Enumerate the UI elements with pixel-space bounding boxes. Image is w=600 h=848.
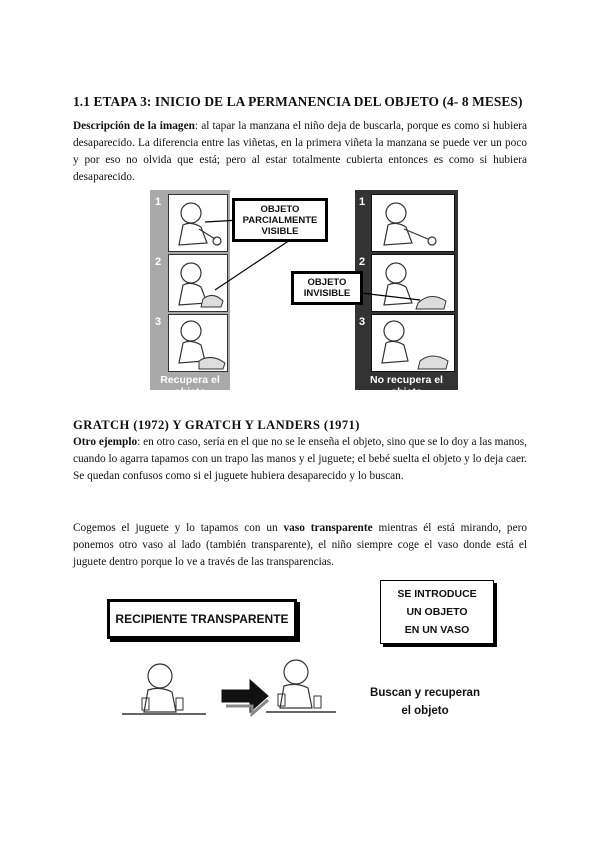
- label-object-in-glass: [380, 580, 494, 644]
- paragraph-example: [73, 434, 527, 485]
- paragraph-example-text: : en otro caso, sería en el que no se le enseña el objeto, sino que se lo doy a las manos, cuando lo agarra tapamos con un trapo las manos y el juguete; el bebé suelta el objeto y lo deja caer. Se quedan confusos como si el juguete hubiera desaparecido y lo buscan.: [73, 436, 527, 482]
- label-partially-visible: [232, 198, 328, 242]
- label-transparent-container: [107, 599, 297, 639]
- label-line: el objeto: [401, 705, 449, 717]
- label-transparent-container-text: RECIPIENTE TRANSPARENTE: [115, 612, 289, 626]
- paragraph-transparent-glass: [73, 520, 527, 571]
- label-line: INVISIBLE: [303, 288, 351, 299]
- caption-recovers: Recupera el objeto: [160, 374, 220, 398]
- baby-glass-sequence-illustration: [118, 650, 338, 730]
- label-line: VISIBLE: [261, 225, 299, 237]
- paragraph-description-text: : al tapar la manzana el niño deja de buscarla, porque es como si hubiera desaparecido. La diferencia entre las viñetas, en la primera viñeta la manzana se puede ver un poco y por eso no olvida que está; pero al estar totalmente cubierta entonces es como si hubiera desaparecido.: [73, 120, 527, 183]
- paragraph-glass-text-1: Cogemos el juguete y lo tapamos con un: [73, 522, 284, 534]
- label-line: UN OBJETO: [406, 606, 468, 618]
- label-line: PARCIALMENTE: [242, 214, 318, 226]
- vignette-number: 1: [359, 196, 366, 208]
- label-line: SE INTRODUCE: [397, 588, 477, 600]
- paragraph-glass-bold: vaso transparente: [283, 522, 373, 534]
- paragraph-description-lead: Descripción de la imagen: [73, 120, 195, 132]
- label-line: Buscan y recuperan: [370, 687, 480, 699]
- vignette-number: 2: [359, 256, 366, 268]
- label-line: OBJETO: [260, 203, 300, 215]
- paragraph-glass-text-2: mientras él está mirando, pero ponemos otro vaso al lado (también transparente), el niño siempre coge el vaso donde está el juguete dentro porque lo ve a través de las transparencias.: [73, 522, 527, 568]
- label-line: OBJETO: [307, 277, 347, 288]
- caption-not-recovers: No recupera el objeto: [370, 374, 443, 398]
- paragraph-example-lead: Otro ejemplo: [73, 436, 138, 448]
- vignette-number: 1: [155, 196, 162, 208]
- label-invisible: [291, 271, 363, 305]
- vignette-number: 3: [155, 316, 162, 328]
- vignette-number: 3: [359, 316, 366, 328]
- label-line: EN UN VASO: [404, 624, 470, 636]
- section-title: 1.1 ETAPA 3: INICIO DE LA PERMANENCIA DEL OBJETO (4- 8 MESES): [73, 94, 523, 109]
- vignette-number: 2: [155, 256, 162, 268]
- label-search-recover: [360, 684, 490, 720]
- subsection-title: GRATCH (1972) Y GRATCH Y LANDERS (1971): [73, 418, 360, 432]
